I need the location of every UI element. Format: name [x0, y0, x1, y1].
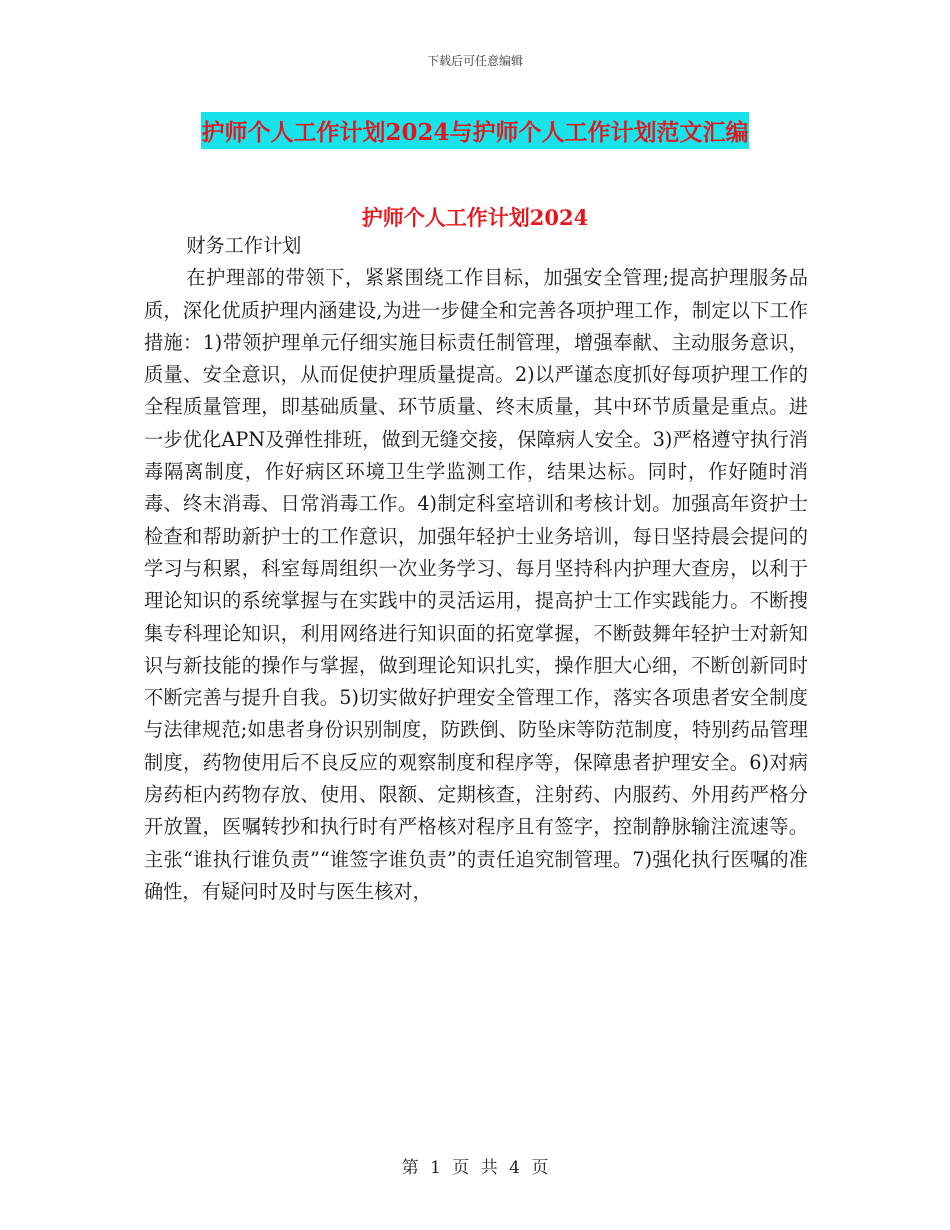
body-text — [144, 222, 808, 908]
body-paragraph: 在护理部的带领下，紧紧围绕工作目标，加强安全管理;提高护理服务品质，深化优质护理内涵建设,为进一步健全和完善各项护理工作，制定以下工作措施：1)带领护理单元仔细实施目标责任制管理，增强奉献、主动服务意识，质量、安全意识，从而促使护理质量提高。2)以严谨态度抓好每项护理工作的全程质量管理，即基础质量、环节质量、终末质量，其中环节质量是重点。进一步优化APN及弹性排班，做到无缝交接，保障病人安全。3)严格遵守执行消毒隔离制度，作好病区环境卫生学监测工作，结果达标。同时，作好随时消毒、终末消毒、日常消毒工作。4)制定科室培训和考核计划。加强高年资护士检查和帮助新护士的工作意识，加强年轻护士业务培训，每日坚持晨会提问的学习与积累，科室每周组织一次业务学习、每月坚持科内护理大查房，以利于理论知识的系统掌握与在实践中的灵活运用，提高护士工作实践能力。不断搜集专科理论知识，利用网络进行知识面的拓宽掌握，不断鼓舞年轻护士对新知识与新技能的操作与掌握，做到理论知识扎实，操作胆大心细，不断创新同时不断完善与提升自我。5)切实做好护理安全管理工作，落实各项患者安全制度与法律规范;如患者身份识别制度，防跌倒、防坠床等防范制度，特别药品管理制度，药物使用后不良反应的观察制度和程序等，保障患者护理安全。6)对病房药柜内药物存放、使用、限额、定期核查，注射药、内服药、外用药严格分开放置，医嘱转抄和执行时有严格核对程序且有签字，控制静脉输注流速等。主张“谁执行谁负责”“谁签字谁负责”的责任追究制管理。7)强化执行医嘱的准确性，有疑问时及时与医生核对， — [144, 266, 808, 903]
section-title: 护师个人工作计划2024 — [361, 205, 589, 230]
subheading: 财务工作计划 — [186, 234, 302, 257]
document-title: 护师个人工作计划2024与护师个人工作计划范文汇编 — [201, 112, 748, 149]
page-footer: 第 1 页 共 4 页 — [401, 1158, 549, 1178]
document-title-container — [0, 112, 950, 149]
header-note: 下载后可任意编辑 — [426, 54, 523, 68]
